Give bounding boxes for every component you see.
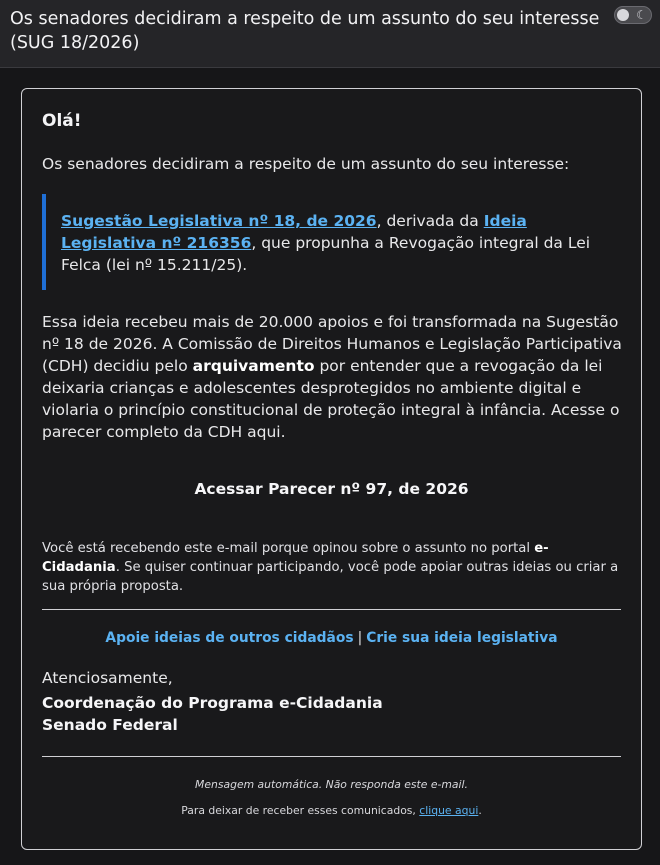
info-bold: e-Cidadania — [42, 541, 549, 575]
sugestao-legislativa-link[interactable]: Sugestão Legislativa nº 18, de 2026 — [61, 212, 377, 230]
quote-text-2: , que propunha a Revogação integral da Lei Felca (lei nº 15.211/25). — [61, 234, 591, 274]
toggle-knob — [617, 9, 629, 21]
body-bold: arquivamento — [192, 357, 315, 375]
email-card — [21, 88, 642, 850]
unsubscribe-link[interactable]: clique aqui — [419, 804, 479, 817]
create-idea-link[interactable]: Crie sua ideia legislativa — [366, 630, 558, 646]
unsubscribe-end: . — [478, 804, 482, 817]
info-text-2: . Se quiser continuar participando, você pode apoiar outras ideias ou criar a sua própria proposta. — [42, 560, 619, 594]
greeting: Olá! — [42, 111, 82, 131]
quote-block — [42, 194, 602, 290]
quote-text-1: , derivada da — [376, 212, 484, 230]
ideia-legislativa-link[interactable]: Ideia Legislativa nº 216356 — [61, 212, 527, 252]
closing: Atenciosamente, — [42, 669, 173, 687]
action-links — [22, 630, 641, 646]
auto-message: Mensagem automática. Não responda este e-mail. — [195, 778, 468, 791]
intro-text: Os senadores decidiram a respeito de um assunto do seu interesse: — [42, 155, 570, 173]
body-text-2: por entender que a revogação da lei deixaria crianças e adolescentes desprotegidos no ambiente digital e violaria o princípio constitucional de proteção integral à infância. Acesse o parecer completo da CDH aqui. — [42, 357, 620, 441]
body-text-1: Essa ideia recebeu mais de 20.000 apoios e foi transformada na Sugestão nº 18 de 2026. A Comissão de Direitos Humanos e Legislação Participativa (CDH) decidiu pelo — [42, 313, 622, 375]
unsubscribe-text: Para deixar de receber esses comunicados, — [181, 804, 420, 817]
email-header — [0, 0, 660, 68]
link-separator: | — [357, 630, 363, 646]
info-paragraph — [42, 539, 622, 596]
unsubscribe-line — [22, 804, 641, 817]
parecer-link[interactable]: Acessar Parecer nº 97, de 2026 — [194, 480, 469, 498]
moon-icon: ☾ — [636, 8, 647, 22]
signature — [42, 692, 383, 736]
signature-line-2: Senado Federal — [42, 716, 178, 734]
support-ideas-link[interactable]: Apoie ideias de outros cidadãos — [105, 630, 354, 646]
dark-mode-toggle[interactable] — [614, 6, 652, 24]
email-subject: Os senadores decidiram a respeito de um assunto do seu interesse (SUG 18/2026) — [10, 9, 600, 53]
divider-top — [42, 609, 621, 610]
divider-bottom — [42, 756, 621, 757]
info-text-1: Você está recebendo este e-mail porque opinou sobre o assunto no portal — [42, 541, 535, 556]
body-paragraph — [42, 311, 624, 443]
signature-line-1: Coordenação do Programa e-Cidadania — [42, 694, 383, 712]
